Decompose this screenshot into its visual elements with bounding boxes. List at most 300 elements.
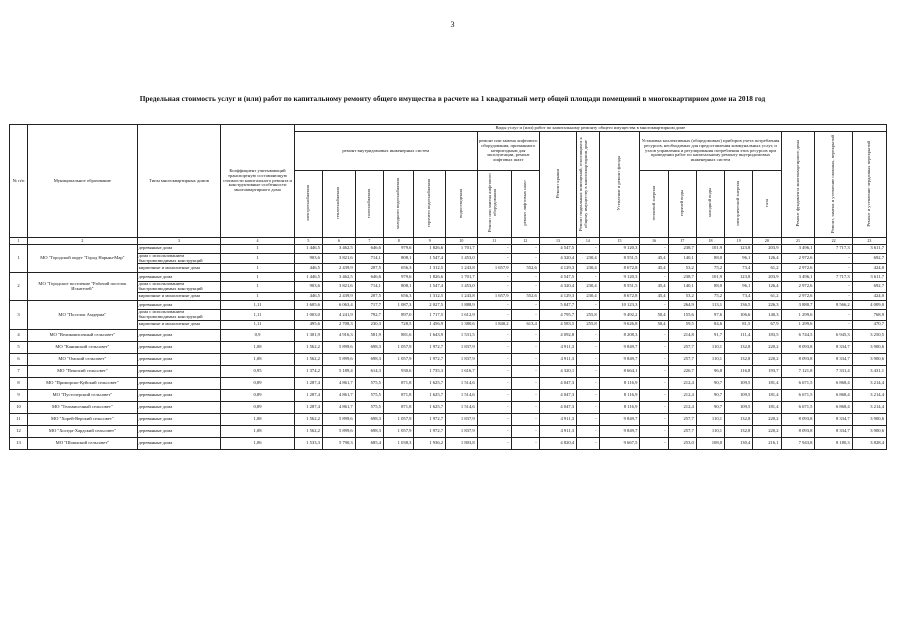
value-cell: - bbox=[577, 341, 600, 353]
table-row bbox=[10, 310, 887, 321]
value-cell: 130,4 bbox=[725, 437, 753, 449]
value-cell: 61,2 bbox=[753, 264, 781, 273]
value-cell: 3 880,7 bbox=[781, 301, 815, 310]
value-cell: 88,0 bbox=[696, 253, 724, 264]
value-cell: 3 496,1 bbox=[781, 245, 815, 254]
value-cell: 257,7 bbox=[668, 425, 696, 437]
value-cell: 96,1 bbox=[725, 282, 753, 293]
column-number: 23 bbox=[852, 238, 886, 245]
value-cell: 7 943,8 bbox=[781, 437, 815, 449]
value-cell: 2 972,6 bbox=[781, 253, 815, 264]
page-number: 3 bbox=[450, 20, 455, 29]
value-cell: 903,6 bbox=[294, 282, 322, 293]
value-cell: 126,4 bbox=[753, 253, 781, 264]
value-cell: 1 374,2 bbox=[294, 365, 322, 377]
value-cell: - bbox=[815, 292, 852, 301]
coefficient-cell: 1,11 bbox=[221, 301, 294, 310]
value-cell: 1 612,9 bbox=[446, 310, 478, 321]
table-row bbox=[10, 245, 887, 254]
value-cell: 9 849,7 bbox=[599, 353, 640, 365]
row-number: 4 bbox=[10, 329, 28, 341]
value-cell: 930,6 bbox=[383, 365, 414, 377]
house-type: кирпичные и монолитные дома bbox=[137, 320, 221, 329]
value-cell: 109,5 bbox=[725, 401, 753, 413]
house-type: деревянные дома bbox=[137, 413, 221, 425]
value-cell: - bbox=[511, 389, 539, 401]
value-cell: 5 899,6 bbox=[322, 413, 355, 425]
house-type: деревянные дома bbox=[137, 437, 221, 449]
value-cell: - bbox=[511, 329, 539, 341]
value-cell: - bbox=[577, 389, 600, 401]
value-cell: 1 057,9 bbox=[383, 353, 414, 365]
row-number: 12 bbox=[10, 425, 28, 437]
value-cell: 3 214,4 bbox=[852, 389, 886, 401]
house-type: деревянные дома bbox=[137, 329, 221, 341]
value-cell: 1 972,7 bbox=[414, 413, 446, 425]
value-cell: 1 605,6 bbox=[294, 301, 322, 310]
value-cell: 4 320,1 bbox=[539, 365, 576, 377]
document-title: Предельная стоимость услуг и (или) работ по капитальному ремонту общего имущества в расчете на 1 квадратный метр общей площади помещений в многоквартирном доме на 2018 год bbox=[139, 94, 766, 103]
row-number: 8 bbox=[10, 377, 28, 389]
value-cell: 84,6 bbox=[696, 320, 724, 329]
value-cell: 2 972,6 bbox=[781, 264, 815, 273]
value-cell: 8 551,5 bbox=[599, 282, 640, 293]
municipality-name: МО "Поселок Амдерма" bbox=[28, 301, 138, 329]
col-header-lift: ремонт или замена лифтового оборудования, признанного непригодным для эксплуатации, ремонт лифтовых шахт bbox=[477, 132, 539, 171]
value-cell: 1 243,8 bbox=[446, 292, 478, 301]
value-cell: 214,8 bbox=[668, 329, 696, 341]
value-cell: - bbox=[511, 245, 539, 254]
coefficient-cell: 0,9 bbox=[221, 329, 294, 341]
value-cell: 1 936,2 bbox=[414, 437, 446, 449]
value-cell: 101,9 bbox=[696, 245, 724, 254]
value-cell: - bbox=[477, 245, 511, 254]
value-cell: 9 667,5 bbox=[599, 437, 640, 449]
value-cell: - bbox=[577, 353, 600, 365]
value-cell: - bbox=[477, 401, 511, 413]
value-cell: 1 625,7 bbox=[414, 401, 446, 413]
value-cell: 1 826,6 bbox=[414, 245, 446, 254]
value-cell: 4 320,4 bbox=[539, 282, 576, 293]
municipality-name: МО "Омский сельсовет" bbox=[28, 353, 138, 365]
column-number: 1 bbox=[10, 238, 28, 245]
col-header-lift-shafts: ремонт лифтовых шахт bbox=[511, 171, 539, 238]
column-number: 6 bbox=[322, 238, 355, 245]
value-cell: 1 243,8 bbox=[446, 264, 478, 273]
value-cell: 1 057,9 bbox=[383, 425, 414, 437]
value-cell: 181,4 bbox=[753, 401, 781, 413]
value-cell: 1 562,2 bbox=[294, 413, 322, 425]
value-cell: 575,5 bbox=[355, 377, 383, 389]
value-cell: 698,3 bbox=[355, 353, 383, 365]
value-cell: 113,1 bbox=[696, 301, 724, 310]
coefficient-cell: 1,08 bbox=[221, 341, 294, 353]
value-cell: 2 708,3 bbox=[322, 320, 355, 329]
value-cell: 8 116,9 bbox=[599, 389, 640, 401]
table-row bbox=[10, 329, 887, 341]
col-header-meters: Установка коллективных (общедомовых) приборов учета потребления ресурсов, необходимых для предоставления коммунальных услуг, и узлов управления и регулирования потребления этих ресурсов при проведении работ по капитальному ремонту внутридомовых инженерных систем bbox=[640, 132, 781, 171]
row-number: 9 bbox=[10, 389, 28, 401]
coefficient-cell: 1,11 bbox=[221, 310, 294, 321]
value-cell: 714,1 bbox=[355, 282, 383, 293]
value-cell: 73,4 bbox=[725, 264, 753, 273]
value-cell: 4 911,3 bbox=[539, 353, 576, 365]
col-header-types: Типы многоквартирных домов bbox=[137, 125, 221, 238]
col-header-basement: Ремонт подвальных помещений, относящихся к общему имуществу в многоквартирном доме bbox=[577, 132, 600, 238]
house-type: деревянные дома bbox=[137, 353, 221, 365]
value-cell: 8 672,8 bbox=[599, 292, 640, 301]
value-cell: 2 972,6 bbox=[781, 282, 815, 293]
value-cell: 3 900,6 bbox=[852, 425, 886, 437]
value-cell: - bbox=[477, 425, 511, 437]
value-cell: 97,6 bbox=[696, 310, 724, 321]
value-cell: 9 849,7 bbox=[599, 413, 640, 425]
col-header-heat: теплоснабжения bbox=[322, 171, 355, 238]
table-row bbox=[10, 264, 887, 273]
value-cell: - bbox=[477, 341, 511, 353]
column-number: 10 bbox=[446, 238, 478, 245]
value-cell: 1 625,7 bbox=[414, 377, 446, 389]
value-cell: 871,8 bbox=[383, 377, 414, 389]
col-header-attic: Ремонт и утепление чердачных перекрытий bbox=[852, 132, 886, 238]
value-cell: 1 547,4 bbox=[414, 253, 446, 264]
value-cell: 4 047,3 bbox=[539, 377, 576, 389]
coefficient-cell: 1,08 bbox=[221, 413, 294, 425]
value-cell: - bbox=[640, 329, 668, 341]
municipality-name: МО "Пешский сельсовет" bbox=[28, 365, 138, 377]
table-row bbox=[10, 425, 887, 437]
value-cell: - bbox=[577, 365, 600, 377]
coefficient-cell: 0,89 bbox=[221, 377, 294, 389]
value-cell: 3 611,7 bbox=[852, 245, 886, 254]
value-cell: 3 462,5 bbox=[322, 273, 355, 282]
value-cell: - bbox=[477, 329, 511, 341]
value-cell: 207,5 bbox=[355, 292, 383, 301]
col-header-windows: Ремонт, замена и утепление оконных, перекрытий bbox=[815, 132, 852, 238]
value-cell: - bbox=[577, 377, 600, 389]
value-cell: 646,6 bbox=[355, 245, 383, 254]
table-body bbox=[10, 245, 887, 450]
column-number: 12 bbox=[511, 238, 539, 245]
value-cell: 8 672,8 bbox=[599, 264, 640, 273]
value-cell: 424,0 bbox=[852, 264, 886, 273]
value-cell: 90,7 bbox=[696, 389, 724, 401]
value-cell: 581,9 bbox=[355, 329, 383, 341]
value-cell: - bbox=[577, 413, 600, 425]
value-cell: 3 214,4 bbox=[852, 401, 886, 413]
value-cell: 1 456,9 bbox=[414, 320, 446, 329]
value-cell: - bbox=[577, 425, 600, 437]
value-cell: - bbox=[577, 245, 600, 254]
value-cell: 8 334,7 bbox=[815, 353, 852, 365]
value-cell: 3 828,4 bbox=[852, 437, 886, 449]
value-cell: 6 671,5 bbox=[781, 389, 815, 401]
house-type: деревянные дома bbox=[137, 273, 221, 282]
value-cell: 5 899,6 bbox=[322, 341, 355, 353]
column-number: 5 bbox=[294, 238, 322, 245]
value-cell: - bbox=[815, 264, 852, 273]
value-cell: 656,3 bbox=[383, 292, 414, 301]
value-cell: 714,1 bbox=[355, 253, 383, 264]
column-number: 18 bbox=[696, 238, 724, 245]
value-cell: - bbox=[477, 437, 511, 449]
value-cell: - bbox=[477, 253, 511, 264]
value-cell: 220,2 bbox=[753, 341, 781, 353]
column-number: 8 bbox=[383, 238, 414, 245]
value-cell: - bbox=[511, 341, 539, 353]
col-header-meter-heat: тепловой энергии bbox=[640, 171, 668, 238]
col-header-number: № п/п bbox=[10, 125, 28, 238]
municipality-name: МО "Хорей-Верский сельсовет" bbox=[28, 413, 138, 425]
value-cell: 552,6 bbox=[511, 264, 539, 273]
value-cell: 183,5 bbox=[753, 329, 781, 341]
municipality-name: МО "Приморско-Куйский сельсовет" bbox=[28, 377, 138, 389]
value-cell: 81,5 bbox=[725, 320, 753, 329]
value-cell: 1 038,3 bbox=[383, 437, 414, 449]
value-cell: 3 900,6 bbox=[852, 413, 886, 425]
value-cell: 123,8 bbox=[725, 245, 753, 254]
value-cell: - bbox=[511, 365, 539, 377]
value-cell: - bbox=[640, 341, 668, 353]
value-cell: 238,7 bbox=[668, 245, 696, 254]
value-cell: 4 047,3 bbox=[539, 389, 576, 401]
value-cell: 203,9 bbox=[753, 245, 781, 254]
municipality-name: МО "Городской округ "Город Нарьян-Мар" bbox=[28, 245, 138, 273]
value-cell: 8 180,3 bbox=[815, 437, 852, 449]
value-cell: 1 826,6 bbox=[414, 273, 446, 282]
value-cell: 101,9 bbox=[696, 273, 724, 282]
col-header-gas: газоснабжения bbox=[355, 171, 383, 238]
value-cell: 8 116,9 bbox=[599, 401, 640, 413]
house-type: деревянные дома bbox=[137, 341, 221, 353]
value-cell: 9 120,3 bbox=[599, 273, 640, 282]
value-cell: - bbox=[477, 282, 511, 293]
value-cell: - bbox=[640, 353, 668, 365]
column-number: 20 bbox=[753, 238, 781, 245]
column-number: 7 bbox=[355, 238, 383, 245]
value-cell: 9 120,3 bbox=[599, 245, 640, 254]
value-cell: 140,3 bbox=[753, 310, 781, 321]
value-cell: 6 063,4 bbox=[322, 301, 355, 310]
value-cell: 4 916,3 bbox=[322, 329, 355, 341]
value-cell: 1 446,5 bbox=[294, 245, 322, 254]
value-cell: 3 900,6 bbox=[852, 341, 886, 353]
table-row bbox=[10, 377, 887, 389]
value-cell: 7 121,8 bbox=[781, 365, 815, 377]
value-cell: 3 214,4 bbox=[852, 377, 886, 389]
value-cell: - bbox=[640, 301, 668, 310]
value-cell: 1 299,6 bbox=[781, 320, 815, 329]
value-cell: 4 129,3 bbox=[539, 292, 576, 301]
value-cell: 6 671,5 bbox=[781, 377, 815, 389]
value-cell: 2 439,9 bbox=[322, 264, 355, 273]
value-cell: 4 129,3 bbox=[539, 264, 576, 273]
value-cell: 126,4 bbox=[753, 282, 781, 293]
row-number: 6 bbox=[10, 353, 28, 365]
value-cell: 255,8 bbox=[577, 310, 600, 321]
value-cell: - bbox=[640, 365, 668, 377]
column-number: 21 bbox=[781, 238, 815, 245]
value-cell: 255,8 bbox=[577, 320, 600, 329]
value-cell: 1 057,9 bbox=[383, 413, 414, 425]
coefficient-cell: 1,08 bbox=[221, 353, 294, 365]
value-cell: 8 093,8 bbox=[781, 341, 815, 353]
value-cell: 4 911,3 bbox=[539, 341, 576, 353]
value-cell: 808,1 bbox=[383, 282, 414, 293]
row-number: 13 bbox=[10, 437, 28, 449]
value-cell: 220,2 bbox=[753, 353, 781, 365]
value-cell: 698,3 bbox=[355, 425, 383, 437]
coefficient-cell: 1 bbox=[221, 245, 294, 254]
value-cell: 5 790,3 bbox=[322, 437, 355, 449]
value-cell: 1 972,7 bbox=[414, 353, 446, 365]
value-cell: 230,4 bbox=[577, 253, 600, 264]
value-cell: 96,1 bbox=[725, 253, 753, 264]
table-row bbox=[10, 365, 887, 377]
value-cell: 257,7 bbox=[668, 353, 696, 365]
value-cell: 4 583,5 bbox=[539, 320, 576, 329]
value-cell: - bbox=[477, 310, 511, 321]
value-cell: - bbox=[477, 365, 511, 377]
value-cell: 123,8 bbox=[725, 273, 753, 282]
value-cell: 1 514,6 bbox=[446, 389, 478, 401]
col-header-electric: электроснабжения bbox=[294, 171, 322, 238]
value-cell: 1 533,3 bbox=[294, 437, 322, 449]
value-cell: - bbox=[511, 377, 539, 389]
column-number: 9 bbox=[414, 238, 446, 245]
col-header-roof: Ремонт крыши bbox=[539, 132, 576, 238]
value-cell: 3 611,7 bbox=[852, 273, 886, 282]
value-cell: 257,7 bbox=[668, 413, 696, 425]
col-header-foundation: Ремонт фундамента многоквартирного дома bbox=[781, 132, 815, 238]
col-header-facade: Утепление и ремонт фасада bbox=[599, 132, 640, 238]
value-cell: 1 837,9 bbox=[446, 413, 478, 425]
house-type: деревянные дома bbox=[137, 389, 221, 401]
house-type: дома с использованием быстровозводимых конструкций bbox=[137, 310, 221, 321]
column-number: 17 bbox=[668, 238, 696, 245]
value-cell: - bbox=[511, 401, 539, 413]
value-cell: 495,6 bbox=[294, 320, 322, 329]
value-cell: 1 701,7 bbox=[446, 245, 478, 254]
value-cell: 4 009,0 bbox=[852, 301, 886, 310]
value-cell: 140,1 bbox=[668, 282, 696, 293]
value-cell: 4 241,9 bbox=[322, 310, 355, 321]
value-cell: 446,5 bbox=[294, 292, 322, 301]
value-cell: 9 849,7 bbox=[599, 341, 640, 353]
value-cell: - bbox=[511, 437, 539, 449]
value-cell: 50,4 bbox=[640, 310, 668, 321]
value-cell: 207,5 bbox=[355, 264, 383, 273]
value-cell: 1 287,4 bbox=[294, 389, 322, 401]
value-cell: - bbox=[477, 353, 511, 365]
municipality-name: МО "Городское поселение "Рабочий поселок Искателей" bbox=[28, 273, 138, 301]
municipality-name: МО "Хоседа-Хардский сельсовет" bbox=[28, 425, 138, 437]
house-type: деревянные дома bbox=[137, 245, 221, 254]
value-cell: 110,1 bbox=[696, 413, 724, 425]
column-number: 19 bbox=[725, 238, 753, 245]
value-cell: 575,5 bbox=[355, 389, 383, 401]
value-cell: 9 626,8 bbox=[599, 320, 640, 329]
value-cell: 1 003,0 bbox=[294, 310, 322, 321]
value-cell: - bbox=[815, 310, 852, 321]
value-cell: 50,4 bbox=[640, 320, 668, 329]
value-cell: 88,0 bbox=[696, 282, 724, 293]
value-cell: 75,2 bbox=[696, 264, 724, 273]
coefficient-cell: 1 bbox=[221, 292, 294, 301]
col-header-meter-cold-water: холодной воды bbox=[696, 171, 724, 238]
value-cell: 7 331,4 bbox=[815, 365, 852, 377]
value-cell: 1 717,5 bbox=[414, 310, 446, 321]
value-cell: 7 717,3 bbox=[815, 273, 852, 282]
value-cell: 220,2 bbox=[753, 425, 781, 437]
value-cell: 4 047,3 bbox=[539, 401, 576, 413]
value-cell: 6 744,5 bbox=[781, 329, 815, 341]
table-row bbox=[10, 320, 887, 329]
value-cell: 446,5 bbox=[294, 264, 322, 273]
value-cell: 1 453,0 bbox=[446, 282, 478, 293]
value-cell: 8 093,8 bbox=[781, 413, 815, 425]
value-cell: 1 625,7 bbox=[414, 389, 446, 401]
value-cell: 90,7 bbox=[696, 401, 724, 413]
table-row bbox=[10, 282, 887, 293]
value-cell: 90,7 bbox=[696, 377, 724, 389]
value-cell: 552,6 bbox=[511, 292, 539, 301]
value-cell: 4 547,5 bbox=[539, 273, 576, 282]
value-cell: 226,3 bbox=[753, 301, 781, 310]
value-cell: 8 208,3 bbox=[599, 329, 640, 341]
value-cell: 1 837,9 bbox=[446, 353, 478, 365]
table-row bbox=[10, 437, 887, 449]
value-cell: 5 189,4 bbox=[322, 365, 355, 377]
value-cell: 5 899,6 bbox=[322, 353, 355, 365]
value-cell: - bbox=[640, 245, 668, 254]
table-row bbox=[10, 389, 887, 401]
value-cell: 9 492,2 bbox=[599, 310, 640, 321]
value-cell: 6 868,4 bbox=[815, 401, 852, 413]
value-cell: 2 439,9 bbox=[322, 292, 355, 301]
coefficient-cell: 0,89 bbox=[221, 401, 294, 413]
house-type: дома с использованием быстровозводимых конструкций bbox=[137, 282, 221, 293]
value-cell: - bbox=[577, 401, 600, 413]
value-cell: 264,9 bbox=[668, 301, 696, 310]
value-cell: 575,5 bbox=[355, 401, 383, 413]
value-cell: 4 911,3 bbox=[539, 413, 576, 425]
value-cell: 1 301,9 bbox=[294, 329, 322, 341]
value-cell: 8 093,8 bbox=[781, 425, 815, 437]
coefficient-cell: 0,95 bbox=[221, 365, 294, 377]
col-header-municipality: Муниципальное образование bbox=[28, 125, 138, 238]
value-cell: 8 551,5 bbox=[599, 253, 640, 264]
value-cell: - bbox=[511, 253, 539, 264]
row-number: 10 bbox=[10, 401, 28, 413]
value-cell: 253,0 bbox=[668, 437, 696, 449]
value-cell: 1 972,7 bbox=[414, 425, 446, 437]
table-row bbox=[10, 413, 887, 425]
value-cell: 181,4 bbox=[753, 389, 781, 401]
value-cell: 61,2 bbox=[753, 292, 781, 301]
value-cell: - bbox=[511, 273, 539, 282]
value-cell: 470,7 bbox=[852, 320, 886, 329]
value-cell: 116,8 bbox=[725, 365, 753, 377]
value-cell: - bbox=[640, 413, 668, 425]
value-cell: 903,6 bbox=[294, 253, 322, 264]
value-cell: 4 911,3 bbox=[539, 425, 576, 437]
value-cell: - bbox=[640, 389, 668, 401]
value-cell: 3 462,5 bbox=[322, 245, 355, 254]
coefficient-cell: 1,08 bbox=[221, 425, 294, 437]
value-cell: 8 334,7 bbox=[815, 341, 852, 353]
value-cell: 1 562,2 bbox=[294, 353, 322, 365]
